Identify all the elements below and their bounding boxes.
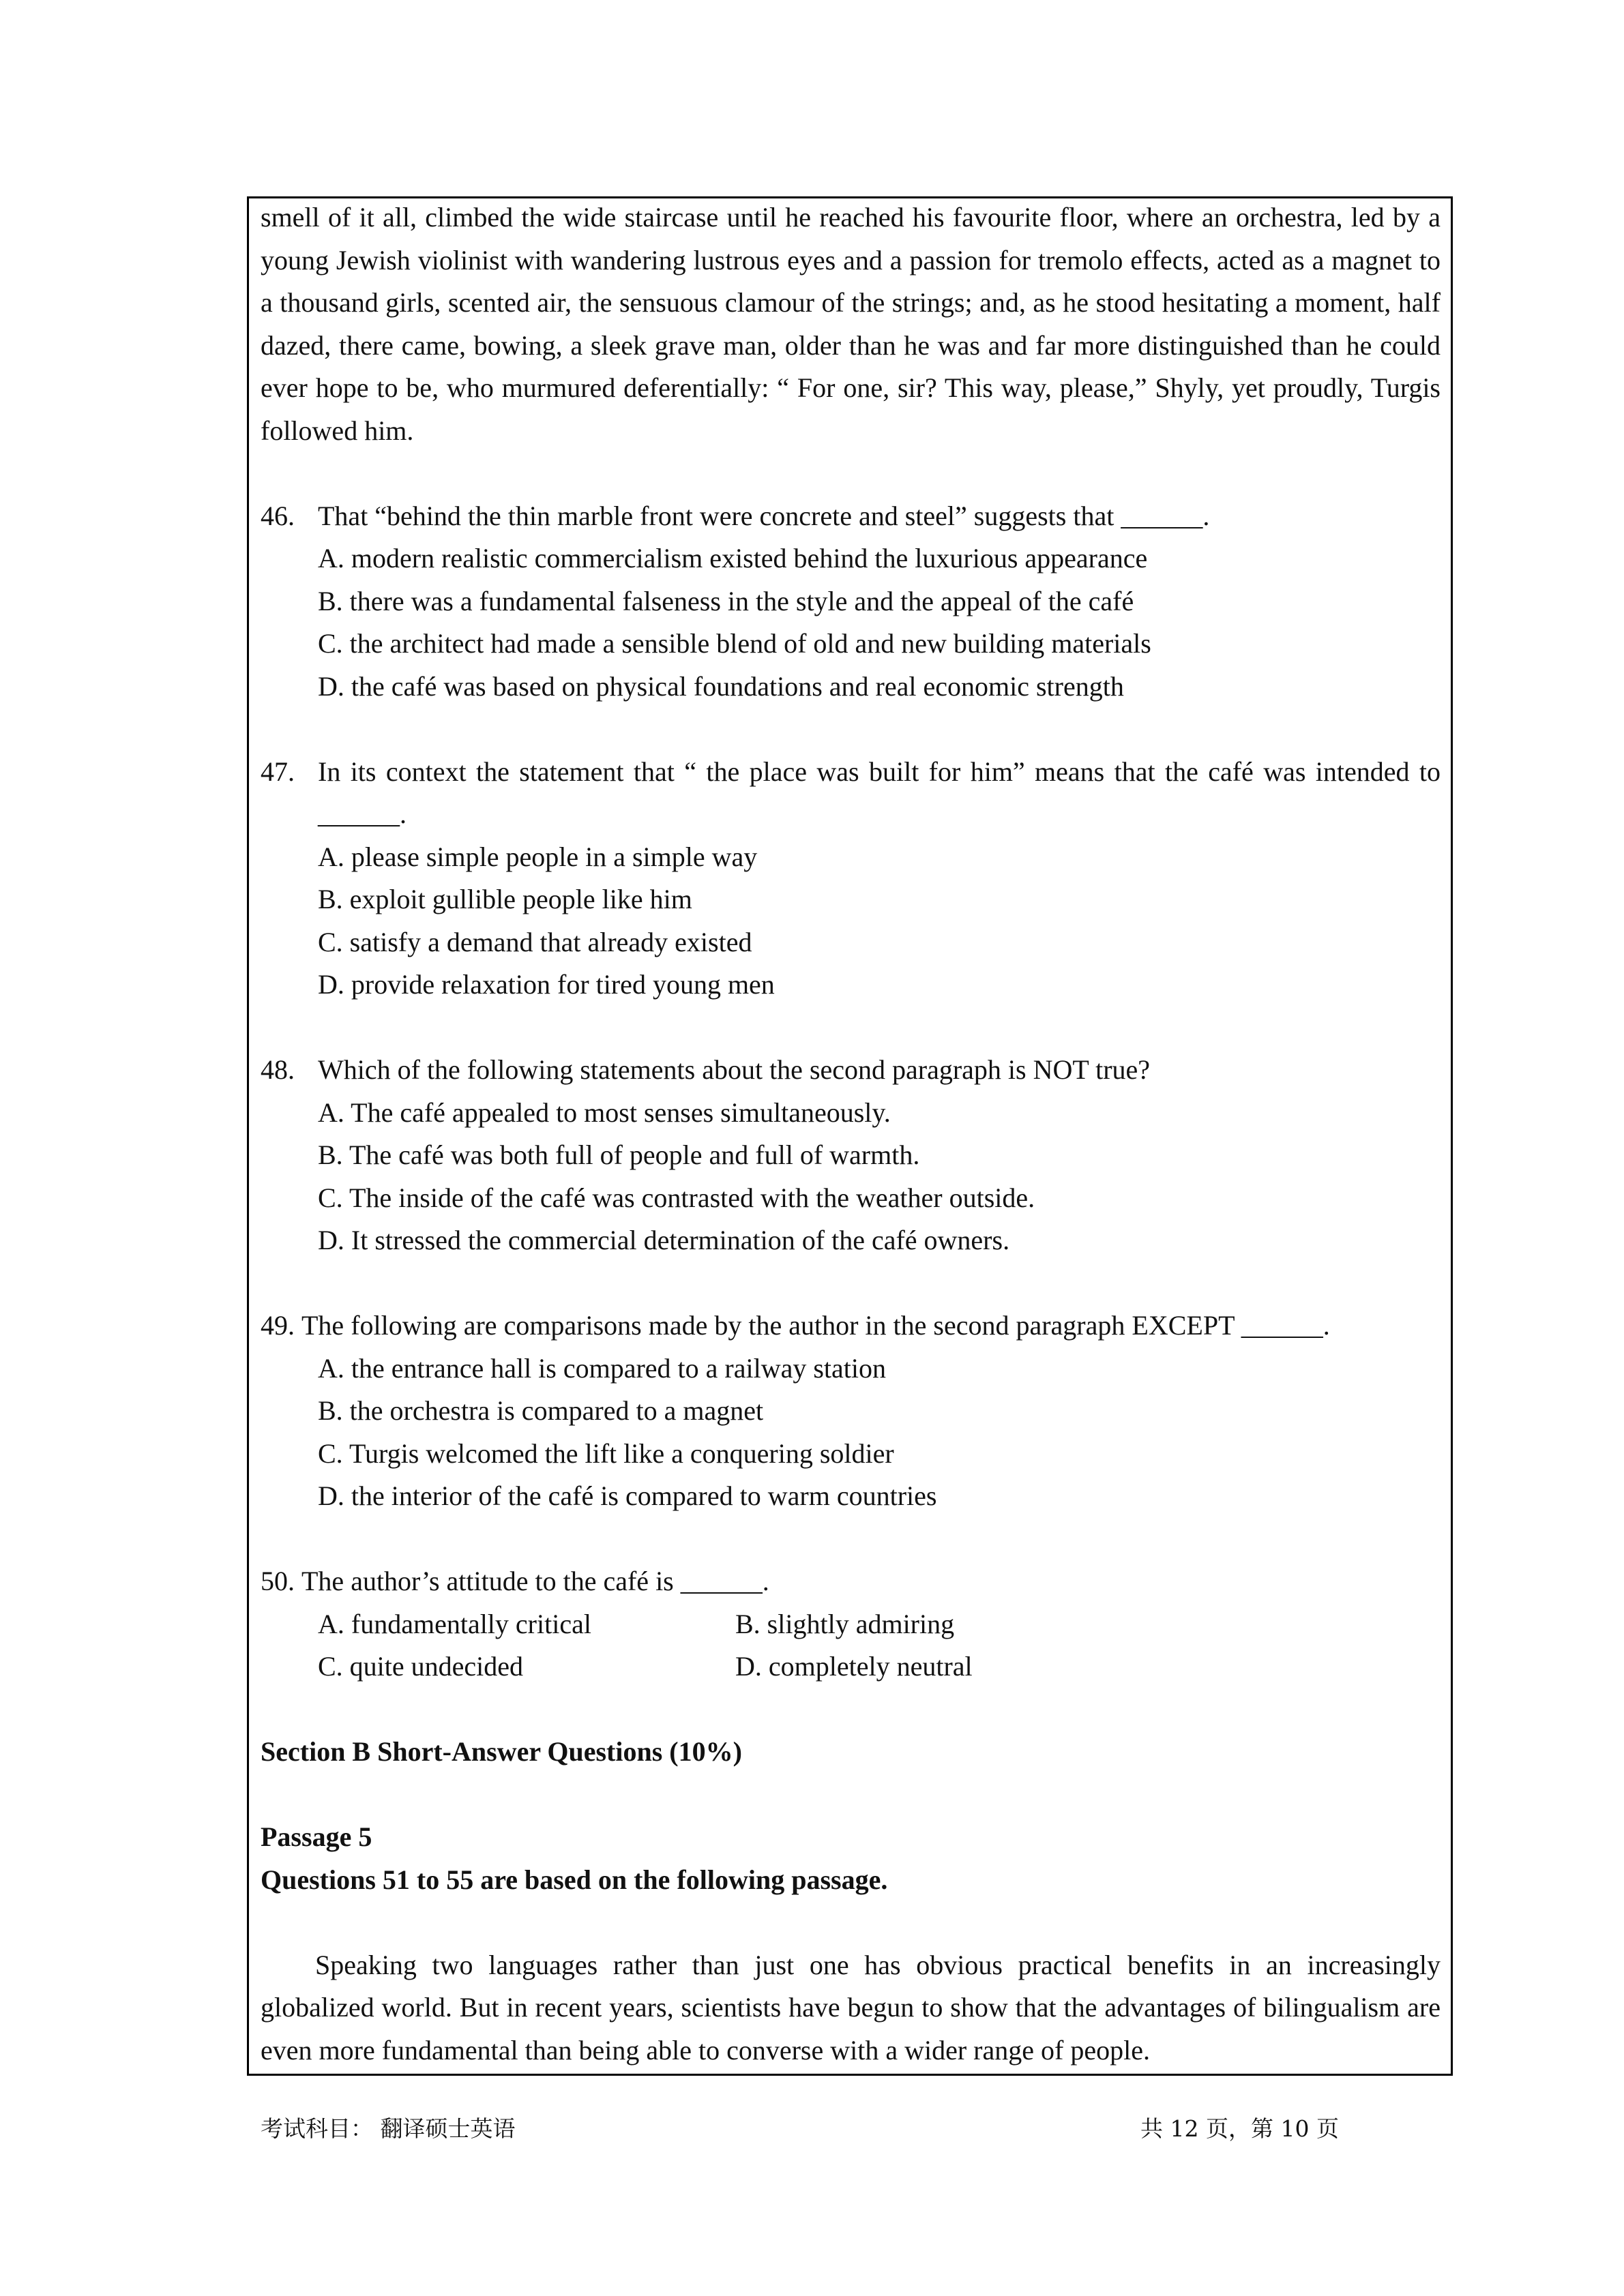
- option-b: B. slightly admiring: [735, 1608, 955, 1639]
- passage-continuation: smell of it all, climbed the wide staircase until he reached his favourite floor, where an orchestra, led by a young Jewish violinist with wandering lustrous eyes and a passion for tremolo effects, acted as a magnet to a thousand girls, scented air, the sensuous clamour of the strings; and, as he stood hesitating a moment, half dazed, there came, bowing, a sleek grave man, older than he was and far more distinguished than he could ever hope to be, who murmured deferentially: “ For one, sir? This way, please,” Shyly, yet proudly, Turgis followed him.: [261, 202, 1441, 446]
- question-46: [261, 495, 1441, 538]
- passage-5-text: Speaking two languages rather than just one has obvious practical benefits in an increasingly globalized world. But in recent years, scientists have begun to show that the advantages of bilingualism are even more fundamental than being able to converse with a wider range of people.: [261, 1949, 1441, 2066]
- passage-5-instruction: Questions 51 to 55 are based on the following passage.: [261, 1864, 888, 1895]
- page-number: 共 12 页，第 10 页: [1140, 2115, 1339, 2142]
- option-d: D. completely neutral: [735, 1651, 973, 1682]
- option-c: C. quite undecided: [318, 1651, 524, 1682]
- option-b: B. The café was both full of people and full of warmth.: [318, 1139, 920, 1170]
- passage-5-title: Passage 5: [261, 1821, 372, 1852]
- question-47: [261, 751, 1441, 836]
- option-b: B. the orchestra is compared to a magnet: [318, 1395, 764, 1426]
- question-text: That “behind the thin marble front were concrete and steel” suggests that ______.: [318, 500, 1210, 531]
- option-b: B. exploit gullible people like him: [318, 884, 692, 914]
- option-d: D. the interior of the café is compared to warm countries: [318, 1480, 937, 1511]
- option-a: A. please simple people in a simple way: [318, 841, 758, 872]
- question-text: In its context the statement that “ the place was built for him” means that the café was intended to ______.: [318, 756, 1441, 829]
- page-content: [261, 196, 1441, 2072]
- question-48: [261, 1049, 1441, 1092]
- option-d: D. It stressed the commercial determination of the café owners.: [318, 1225, 1010, 1255]
- question-number: 48.: [261, 1054, 295, 1085]
- options-grid: [261, 1603, 1441, 1688]
- section-b-heading: Section B Short-Answer Questions (10%): [261, 1736, 742, 1767]
- option-c: C. satisfy a demand that already existed: [318, 926, 752, 957]
- question-number: 46.: [261, 500, 295, 531]
- question-50: [261, 1560, 1441, 1603]
- question-number: 47.: [261, 756, 295, 787]
- question-text: The author’s attitude to the café is ______.: [301, 1566, 769, 1596]
- option-d: D. the café was based on physical foundations and real economic strength: [318, 670, 1124, 702]
- option-c: C. The inside of the café was contrasted with the weather outside.: [318, 1182, 1035, 1213]
- question-text: Which of the following statements about the second paragraph is NOT true?: [318, 1054, 1151, 1085]
- exam-subject: 考试科目： 翻译硕士英语: [261, 2115, 516, 2142]
- option-a: A. the entrance hall is compared to a railway station: [318, 1352, 887, 1384]
- option-d: D. provide relaxation for tired young men: [318, 969, 775, 1000]
- option-a: A. fundamentally critical: [318, 1608, 591, 1639]
- page-footer: [261, 2111, 1379, 2152]
- option-b: B. there was a fundamental falseness in the style and the appeal of the café: [318, 585, 1134, 616]
- question-text: The following are comparisons made by the author in the second paragraph EXCEPT ______.: [301, 1310, 1330, 1341]
- question-49: [261, 1304, 1441, 1347]
- option-c: C. the architect had made a sensible blend of old and new building materials: [318, 628, 1151, 659]
- question-number: 49.: [261, 1310, 295, 1341]
- question-number: 50.: [261, 1566, 295, 1596]
- option-a: A. modern realistic commercialism existed behind the luxurious appearance: [318, 543, 1148, 573]
- option-c: C. Turgis welcomed the lift like a conquering soldier: [318, 1437, 894, 1469]
- option-a: A. The café appealed to most senses simultaneously.: [318, 1097, 891, 1128]
